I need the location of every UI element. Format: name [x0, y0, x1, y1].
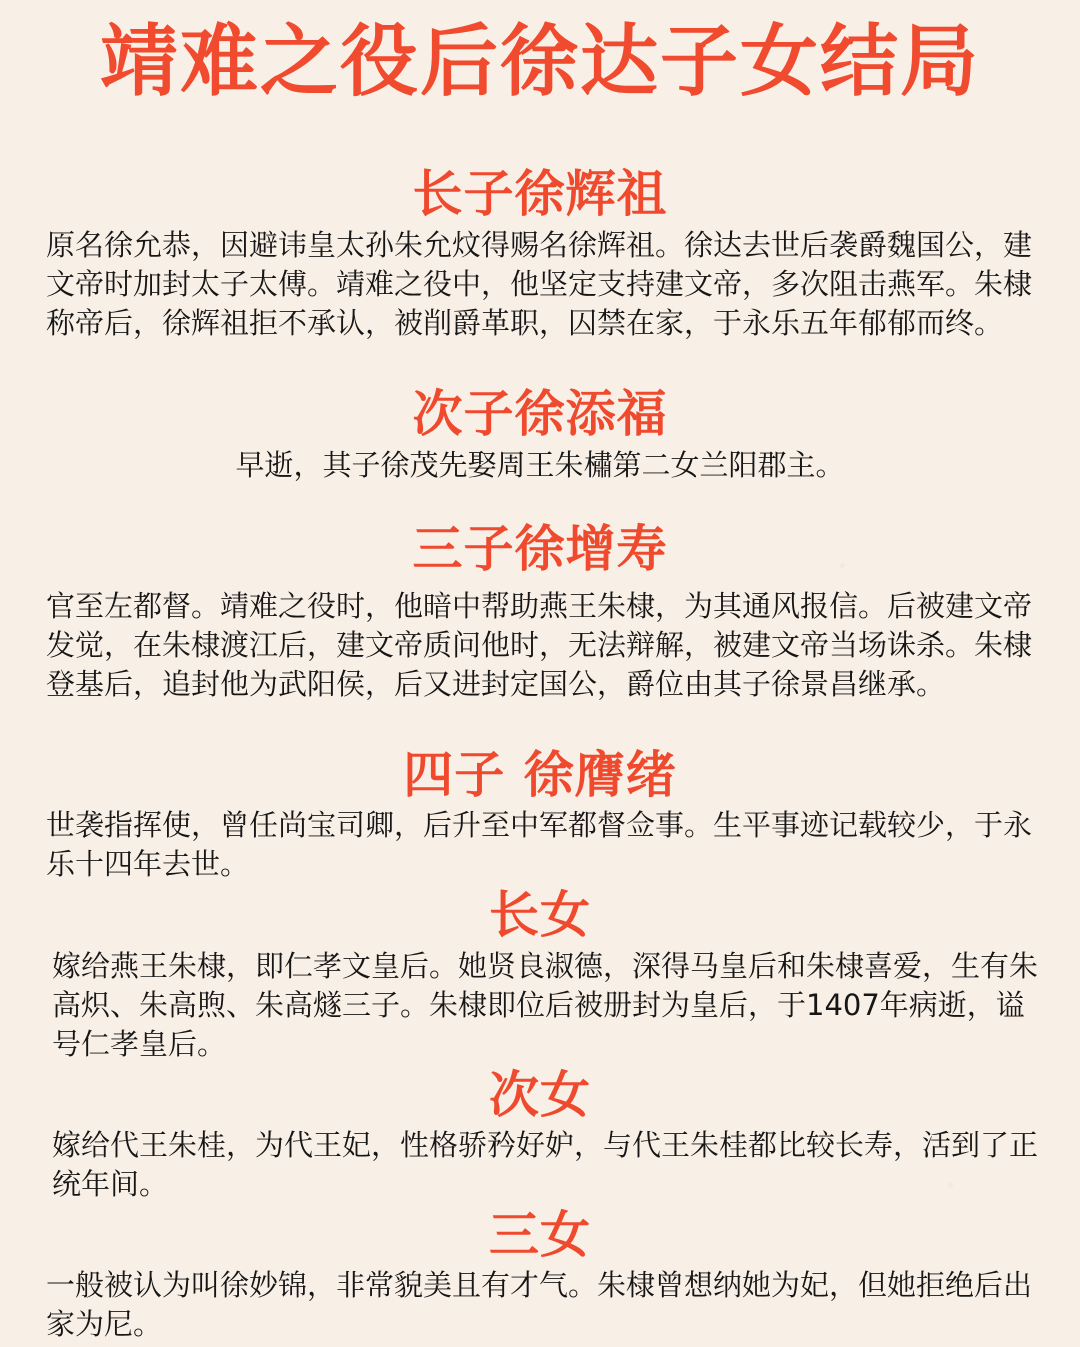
text-second-son: 早逝，其子徐茂先娶周王朱橚第二女兰阳郡主。 [235, 448, 845, 482]
text-eldest-son: 原名徐允恭，因避讳皇太孙朱允炆得赐名徐辉祖。徐达去世后袭爵魏国公，建文帝时加封太子太傅。靖难之役中，他坚定支持建文帝，多次阻击燕军。朱棣称帝后，徐辉祖拒不承认，被削爵革职，囚禁在家，于永乐五年郁郁而终。 [46, 228, 1033, 340]
heading-second-son: 次子徐添福 [412, 385, 668, 443]
text-third-son: 官至左都督。靖难之役时，他暗中帮助燕王朱棣，为其通风报信。后被建文帝发觉，在朱棣渡江后，建文帝质问他时，无法辩解，被建文帝当场诛杀。朱棣登基后，追封他为武阳侯，后又进封定国公，爵位由其子徐景昌继承。 [46, 589, 1033, 701]
text-eldest-daughter: 嫁给燕王朱棣，即仁孝文皇后。她贤良淑德，深得马皇后和朱棣喜爱，生有朱高炽、朱高煦、朱高燧三子。朱棣即位后被册封为皇后，于1407年病逝，谥号仁孝皇后。 [52, 949, 1039, 1061]
heading-third-son: 三子徐增寿 [412, 520, 668, 578]
heading-second-daughter: 次女 [489, 1066, 591, 1124]
text-third-daughter: 一般被认为叫徐妙锦，非常貌美且有才气。朱棣曾想纳她为妃，但她拒绝后出家为尼。 [46, 1268, 1033, 1341]
text-fourth-son: 世袭指挥使，曾任尚宝司卿，后升至中军都督佥事。生平事迹记载较少，于永乐十四年去世。 [46, 808, 1033, 881]
heading-eldest-son: 长子徐辉祖 [412, 165, 668, 223]
text-second-daughter: 嫁给代王朱桂，为代王妃，性格骄矜好妒，与代王朱桂都比较长寿，活到了正统年间。 [52, 1128, 1039, 1201]
page-title: 靖难之役后徐达子女结局 [99, 17, 980, 107]
heading-fourth-son: 四子 徐膺绪 [403, 746, 677, 804]
heading-eldest-daughter: 长女 [489, 886, 591, 944]
heading-third-daughter: 三女 [489, 1206, 591, 1264]
